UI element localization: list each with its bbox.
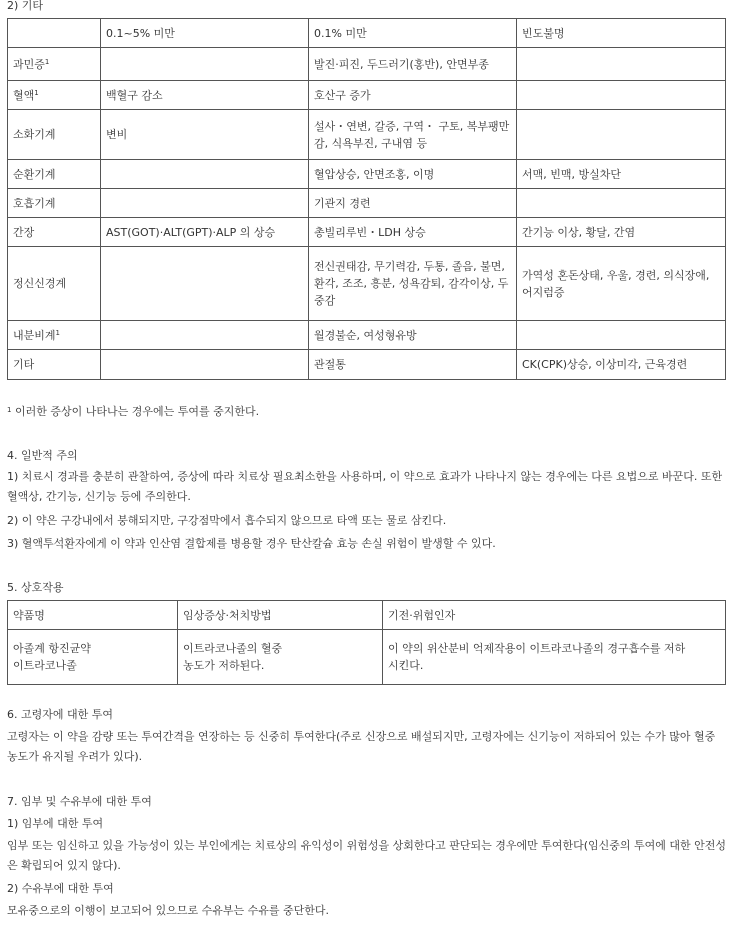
cell: AST(GOT)·ALT(GPT)·ALP 의 상승 xyxy=(101,218,309,247)
cell xyxy=(101,48,309,81)
pregnancy-sub2-heading: 2) 수유부에 대한 투여 xyxy=(7,882,114,895)
row-label: 소화기계 xyxy=(8,110,101,160)
elderly-heading: 6. 고령자에 대한 투여 xyxy=(7,708,113,721)
table-row xyxy=(8,630,726,685)
cell: 기관지 경련 xyxy=(309,189,517,218)
row-label: 호흡기계 xyxy=(8,189,101,218)
pregnancy-sub1-text: 임부 또는 임신하고 있을 가능성이 있는 부인에게는 치료상의 유익성이 위험성을 상회한다고 판단되는 경우에만 투여한다(임신중의 투여에 대한 안전성은 확립되어 있지 않다). xyxy=(7,839,727,872)
header-cell: 기전·위험인자 xyxy=(383,601,726,630)
row-label: 정신신경계 xyxy=(8,247,101,321)
cell: 발진·피진, 두드러기(홍반), 안면부종 xyxy=(309,48,517,81)
table-row xyxy=(8,321,726,350)
row-label xyxy=(8,321,101,350)
cell: 월경불순, 여성형유방 xyxy=(309,321,517,350)
footnote-ref: 1 xyxy=(34,88,39,97)
symptom-cell: 이트라코나졸의 혈중 농도가 저하된다. xyxy=(178,630,383,685)
cell xyxy=(101,189,309,218)
cell xyxy=(517,321,726,350)
row-label: 순환기계 xyxy=(8,160,101,189)
cell xyxy=(517,110,726,160)
header-cell: 0.1% 미만 xyxy=(309,19,517,48)
pregnancy-sub2-text: 모유중으로의 이행이 보고되어 있으므로 수유부는 수유를 중단한다. xyxy=(7,904,330,917)
table-row xyxy=(8,218,726,247)
header-cell: 임상증상·처치방법 xyxy=(178,601,383,630)
table-row xyxy=(8,81,726,110)
row-label xyxy=(8,81,101,110)
cell: 총빌리루빈・LDH 상승 xyxy=(309,218,517,247)
adverse-reactions-table xyxy=(7,18,726,380)
row-label-text: 과민증 xyxy=(13,57,45,71)
general-item-3: 3) 혈액투석환자에게 이 약과 인산염 결합제를 병용할 경우 탄산칼슘 효능 손실 위험이 발생할 수 있다. xyxy=(7,537,496,550)
cell xyxy=(101,160,309,189)
table-row xyxy=(8,160,726,189)
footnote xyxy=(7,403,729,421)
cell: 설사・연변, 갈증, 구역・ 구토, 복부팽만감, 식욕부진, 구내염 등 xyxy=(309,110,517,160)
pregnancy-sub1-heading: 1) 임부에 대한 투여 xyxy=(7,817,104,830)
cell: 관절통 xyxy=(309,350,517,380)
footnote-text: 이러한 증상이 나타나는 경우에는 투여를 중지한다. xyxy=(11,405,260,418)
row-label: 기타 xyxy=(8,350,101,380)
table-row xyxy=(8,350,726,380)
cell: 변비 xyxy=(101,110,309,160)
header-cell: 0.1~5% 미만 xyxy=(101,19,309,48)
cell: 간기능 이상, 황달, 간염 xyxy=(517,218,726,247)
cell: 전신권태감, 무기력감, 두통, 졸음, 불면, 환각, 조조, 흥분, 성욕감퇴, 감각이상, 두중감 xyxy=(309,247,517,321)
cell: 서맥, 빈맥, 방실차단 xyxy=(517,160,726,189)
cell: CK(CPK)상승, 이상미각, 근육경련 xyxy=(517,350,726,380)
table-row xyxy=(8,110,726,160)
drug-cell: 아졸계 항진균약 이트라코나졸 xyxy=(8,630,178,685)
cell xyxy=(101,350,309,380)
table-header-row xyxy=(8,19,726,48)
interaction-heading: 5. 상호작용 xyxy=(7,581,64,594)
row-label xyxy=(8,48,101,81)
row-label: 간장 xyxy=(8,218,101,247)
general-item-1: 1) 치료시 경과를 충분히 관찰하여, 증상에 따라 치료상 필요최소한을 사용하며, 이 약으로 효과가 나타나지 않는 경우에는 다른 요법으로 바꾼다. 또한 혈액상, 간기능, 신기능 등에 주의한다. xyxy=(7,470,723,503)
footnote-mark: 1 xyxy=(7,406,12,414)
cell: 백혈구 감소 xyxy=(101,81,309,110)
header-cell: 약품명 xyxy=(8,601,178,630)
section-heading: 2) 기타 xyxy=(7,0,44,12)
interaction-table xyxy=(7,600,726,685)
cell: 호산구 증가 xyxy=(309,81,517,110)
cell xyxy=(101,321,309,350)
general-item-2: 2) 이 약은 구강내에서 붕해되지만, 구강점막에서 흡수되지 않으므로 타액 또는 물로 삼킨다. xyxy=(7,514,447,527)
cell xyxy=(517,81,726,110)
cell xyxy=(517,189,726,218)
table-row xyxy=(8,247,726,321)
header-cell: 빈도불명 xyxy=(517,19,726,48)
cell: 혈압상승, 안면조홍, 이명 xyxy=(309,160,517,189)
row-label-text: 내분비계 xyxy=(13,328,56,342)
table-row xyxy=(8,48,726,81)
general-heading: 4. 일반적 주의 xyxy=(7,449,78,462)
header-cell xyxy=(8,19,101,48)
cell xyxy=(517,48,726,81)
pregnancy-heading: 7. 임부 및 수유부에 대한 투여 xyxy=(7,795,152,808)
table-header-row xyxy=(8,601,726,630)
elderly-text: 고령자는 이 약을 감량 또는 투여간격을 연장하는 등 신중히 투여한다(주로 신장으로 배설되지만, 고령자에는 신기능이 저하되어 있는 수가 많아 혈중 농도가 유지될 우려가 있다). xyxy=(7,730,716,763)
cell: 가역성 혼돈상태, 우울, 경련, 의식장애, 어지럼증 xyxy=(517,247,726,321)
cell xyxy=(101,247,309,321)
row-label-text: 혈액 xyxy=(13,88,35,102)
footnote-ref: 1 xyxy=(44,57,50,66)
footnote-ref: 1 xyxy=(55,328,60,337)
table-row xyxy=(8,189,726,218)
mechanism-cell: 이 약의 위산분비 억제작용이 이트라코나졸의 경구흡수를 저하 시킨다. xyxy=(383,630,726,685)
